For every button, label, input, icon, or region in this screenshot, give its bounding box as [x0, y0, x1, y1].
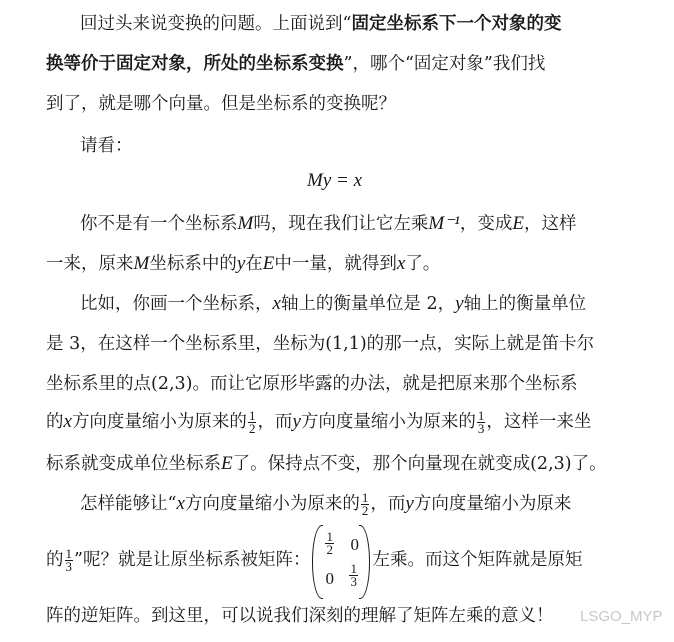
para5-line3: 阵的逆矩阵。到这里，可以说我们深刻的理解了矩阵左乘的意义！ [46, 606, 554, 626]
para1-line1: 回过头来说变换的问题。上面说到“固定坐标系下一个对象的变 [80, 14, 562, 34]
fraction-one-half: $\frac{1}{2}$ [248, 408, 256, 436]
para4-line2: 是 3，在这样一个坐标系里，坐标为(1,1)的那一点，实际上就是笛卡尔 [46, 334, 595, 354]
emphasis-text: 固定坐标系下一个对象的变 [351, 14, 562, 34]
para4-line4: 的x方向度量缩小为原来的 $\frac{1}{2}$ ，而y方向度量缩小为原来的 $\frac{1}{3}$ ，这样一来坐 [46, 408, 592, 436]
para1-line3: 到了，就是哪个向量。但是坐标系的变换呢？ [46, 94, 396, 114]
para2: 请看： [80, 136, 133, 156]
fraction-one-third: $\frac{1}{3}$ [65, 546, 72, 574]
para5-line1: 怎样能够让“x方向度量缩小为原来的 $\frac{1}{2}$ ，而y方向度量缩小为原来 [80, 490, 572, 518]
equation: My = x [307, 170, 363, 191]
para3-line2: 一来，原来M坐标系中的y在E中一量，就得到x了。 [46, 253, 441, 274]
fraction-one-half: $\frac{1}{2}$ [361, 490, 369, 518]
para1-line2: 换等价于固定对象，所处的坐标系变换”，哪个“固定对象”我们找 [46, 54, 546, 74]
emphasis-text: 换等价于固定对象，所处的坐标系变换 [46, 54, 344, 74]
fraction-one-third: $\frac{1}{3}$ [477, 408, 485, 436]
watermark: LSGO_MYP [580, 608, 663, 625]
para4-line3: 坐标系里的点(2,3)。而让它原形毕露的办法，就是把原来那个坐标系 [46, 374, 578, 394]
inverse-matrix: $\frac{1}{2}$ 0 0 $\frac{1}{3}$ [312, 525, 370, 597]
para5-line2: 的 $\frac{1}{3}$ ”呢？就是让原坐标系被矩阵： $\frac{1}{2}$ 0 0 $\frac{1}{3}$ 左乘。而这个矩阵就是原矩 [46, 548, 582, 573]
para4-line5: 标系就变成单位坐标系E了。保持点不变，那个向量现在就变成(2,3)了。 [46, 453, 607, 474]
para3-line1: 你不是有一个坐标系M吗，现在我们让它左乘M⁻¹，变成E，这样 [80, 213, 577, 234]
para4-line1: 比如，你画一个坐标系，x轴上的衡量单位是 2，y轴上的衡量单位 [80, 293, 587, 314]
